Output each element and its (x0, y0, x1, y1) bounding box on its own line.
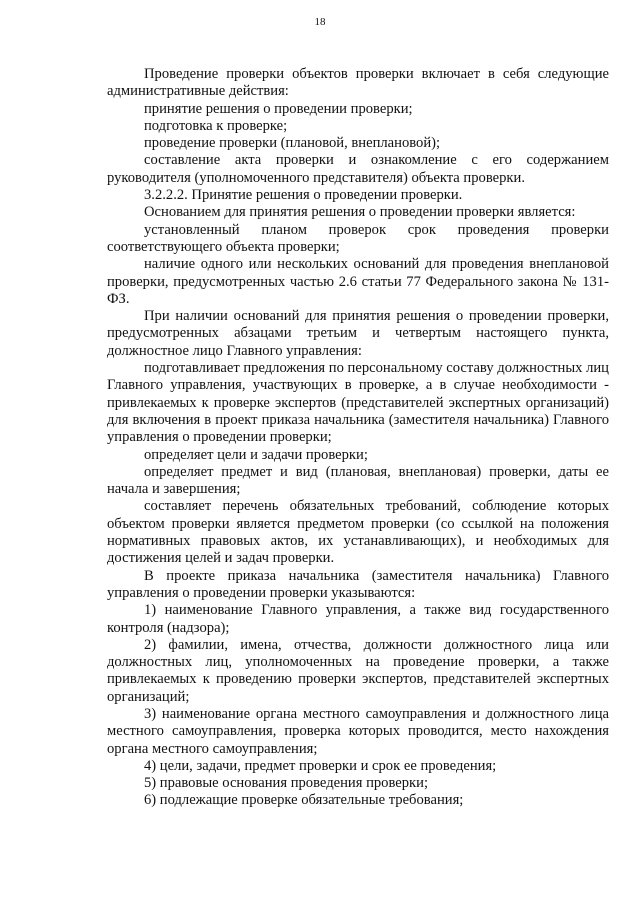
paragraph: составляет перечень обязательных требований, соблюдение которых объектом проверки является предметом проверки (со ссылкой на положения нормативных правовых актов, их устанавливающих), и необходимых для достижения целей и задач проверки. (107, 498, 609, 567)
list-item: 6) подлежащие проверке обязательные требования; (144, 792, 464, 809)
paragraph: Проведение проверки объектов проверки включает в себя следующие административные действия: (107, 66, 609, 100)
paragraph: При наличии оснований для принятия решения о проведении проверки, предусмотренных абзацами третьим и четвертым настоящего пункта, должностное лицо Главного управления: (107, 308, 609, 359)
list-item: 3) наименование органа местного самоуправления и должностного лица местного самоуправления, проверка которых проводится, место нахождения органа местного самоуправления; (107, 705, 609, 757)
paragraph: определяет цели и задачи проверки; (144, 446, 368, 463)
paragraph: Основанием для принятия решения о проведении проверки является: (144, 204, 576, 221)
list-item: 2) фамилии, имена, отчества, должности должностного лица или должностных лиц, уполномоченных на проведение проверки, а также привлекаемых к проведению проверки экспертов, представителей экспертных организаций; (107, 636, 609, 705)
paragraph: проведение проверки (плановой, внеплановой); (144, 135, 441, 152)
paragraph: установленный планом проверок срок проведения проверки соответствующего объекта проверки; (107, 221, 609, 255)
paragraph: подготавливает предложения по персональному составу должностных лиц Главного управления, участвующих в проверке, а в случае необходимости - привлекаемых к проверке экспертов (представителей экспертных организаций) для включения в проект приказа начальника (заместителя начальника) Главного управления о проведении проверки; (107, 360, 609, 446)
paragraph: составление акта проверки и ознакомление с его содержанием руководителя (уполномоченного представителя) объекта проверки. (107, 152, 609, 186)
section-heading: 3.2.2.2. Принятие решения о проведении проверки. (144, 187, 463, 204)
paragraph: принятие решения о проведении проверки; (144, 100, 413, 117)
paragraph: наличие одного или нескольких оснований для проведения внеплановой проверки, предусмотренных частью 2.6 статьи 77 Федерального закона № 131-ФЗ. (107, 256, 609, 307)
list-item: 5) правовые основания проведения проверки; (144, 775, 429, 792)
paragraph: определяет предмет и вид (плановая, внеплановая) проверки, даты ее начала и завершения; (107, 463, 609, 498)
paragraph: подготовка к проверке; (144, 117, 288, 134)
page-number: 18 (314, 16, 326, 28)
paragraph: В проекте приказа начальника (заместителя начальника) Главного управления о проведении проверки указываются: (107, 567, 609, 601)
list-item: 4) цели, задачи, предмет проверки и срок ее проведения; (144, 757, 497, 774)
document-body (107, 66, 609, 810)
list-item: 1) наименование Главного управления, а также вид государственного контроля (надзора); (107, 602, 609, 636)
